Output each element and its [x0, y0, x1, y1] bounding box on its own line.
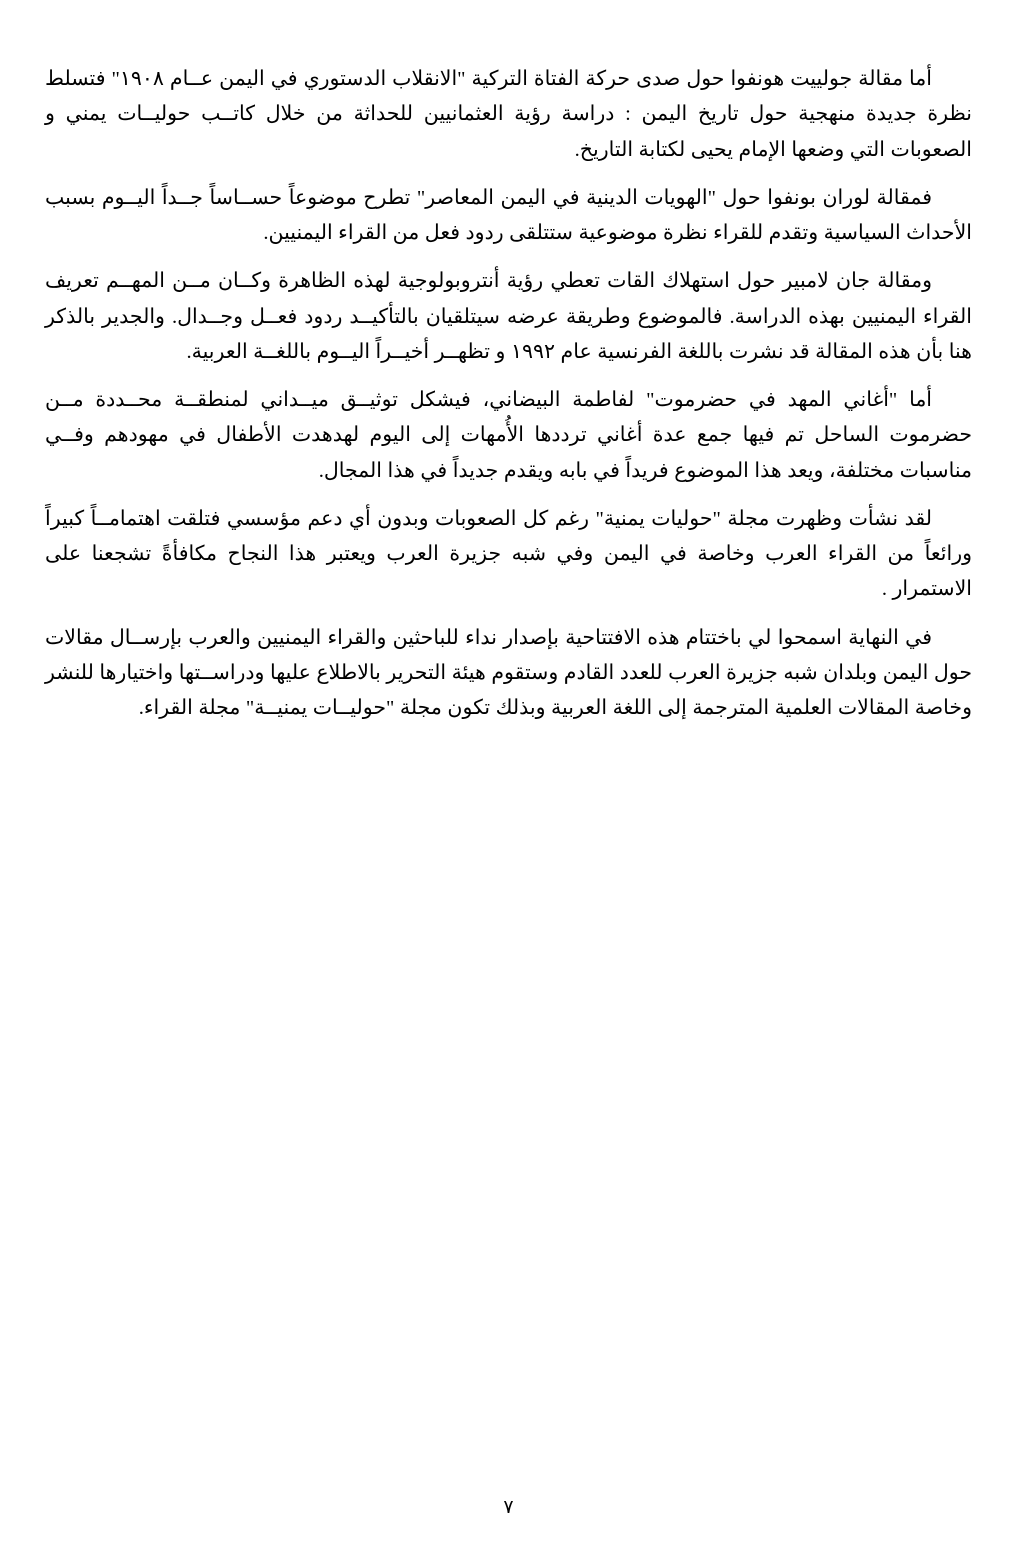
paragraph: أما مقالة جولييت هونفوا حول صدى حركة الفتاة التركية "الانقلاب الدستوري في اليمن عــام ١٩٠٨" فتسلط نظرة جديدة منهجية حول تاريخ اليمن : دراسة رؤية العثمانيين للحداثة من خلال كاتــب حوليــات يمني و الصعوبات التي وضعها الإمام يحيى لكتابة التاريخ.: [45, 68, 972, 161]
paragraph: فمقالة لوران بونفوا حول "الهويات الدينية في اليمن المعاصر" تطرح موضوعاً حســاساً جــداً اليــوم بسبب الأحداث السياسية وتقدم للقراء نظرة موضوعية ستتلقى ردود فعل من القراء اليمنيين.: [45, 186, 972, 244]
page-number: ٧: [503, 1497, 514, 1518]
paragraph: ومقالة جان لامبير حول استهلاك القات تعطي رؤية أنتروبولوجية لهذه الظاهرة وكــان مــن المهــم تعريف القراء اليمنيين بهذه الدراسة. فالموضوع وطريقة عرضه سيتلقيان بالتأكيــد ردود فعــل وجــدال. والجدير بالذكر هنا بأن هذه المقالة قد نشرت باللغة الفرنسية عام ١٩٩٢ و تظهــر أخيــراً اليــوم باللغــة العربية.: [45, 270, 972, 363]
paragraph: في النهاية اسمحوا لي باختتام هذه الافتتاحية بإصدار نداء للباحثين والقراء اليمنيين والعرب بإرســال مقالات حول اليمن وبلدان شبه جزيرة العرب للعدد القادم وستقوم هيئة التحرير بالاطلاع عليها ودراســتها واختيارها للنشر وخاصة المقالات العلمية المترجمة إلى اللغة العربية وبذلك تكون مجلة "حوليــات يمنيــة" مجلة القراء.: [45, 626, 972, 719]
paragraph: أما "أغاني المهد في حضرموت" لفاطمة البيضاني، فيشكل توثيــق ميــداني لمنطقــة محــددة مــن حضرموت الساحل تم فيها جمع عدة أغاني ترددها الأُمهات إلى اليوم لهدهدت الأطفال في مهودهم وفــي مناسبات مختلفة، ويعد هذا الموضوع فريداً في بابه ويقدم جديداً في هذا المجال.: [45, 389, 972, 482]
document-body: [45, 62, 972, 739]
paragraph: لقد نشأت وظهرت مجلة "حوليات يمنية" رغم كل الصعوبات وبدون أي دعم مؤسسي فتلقت اهتمامــاً كبيراً ورائعاً من القراء العرب وخاصة في اليمن وفي شبه جزيرة العرب ويعتبر هذا النجاح مكافأةً تشجعنا على الاستمرار .: [45, 507, 972, 601]
